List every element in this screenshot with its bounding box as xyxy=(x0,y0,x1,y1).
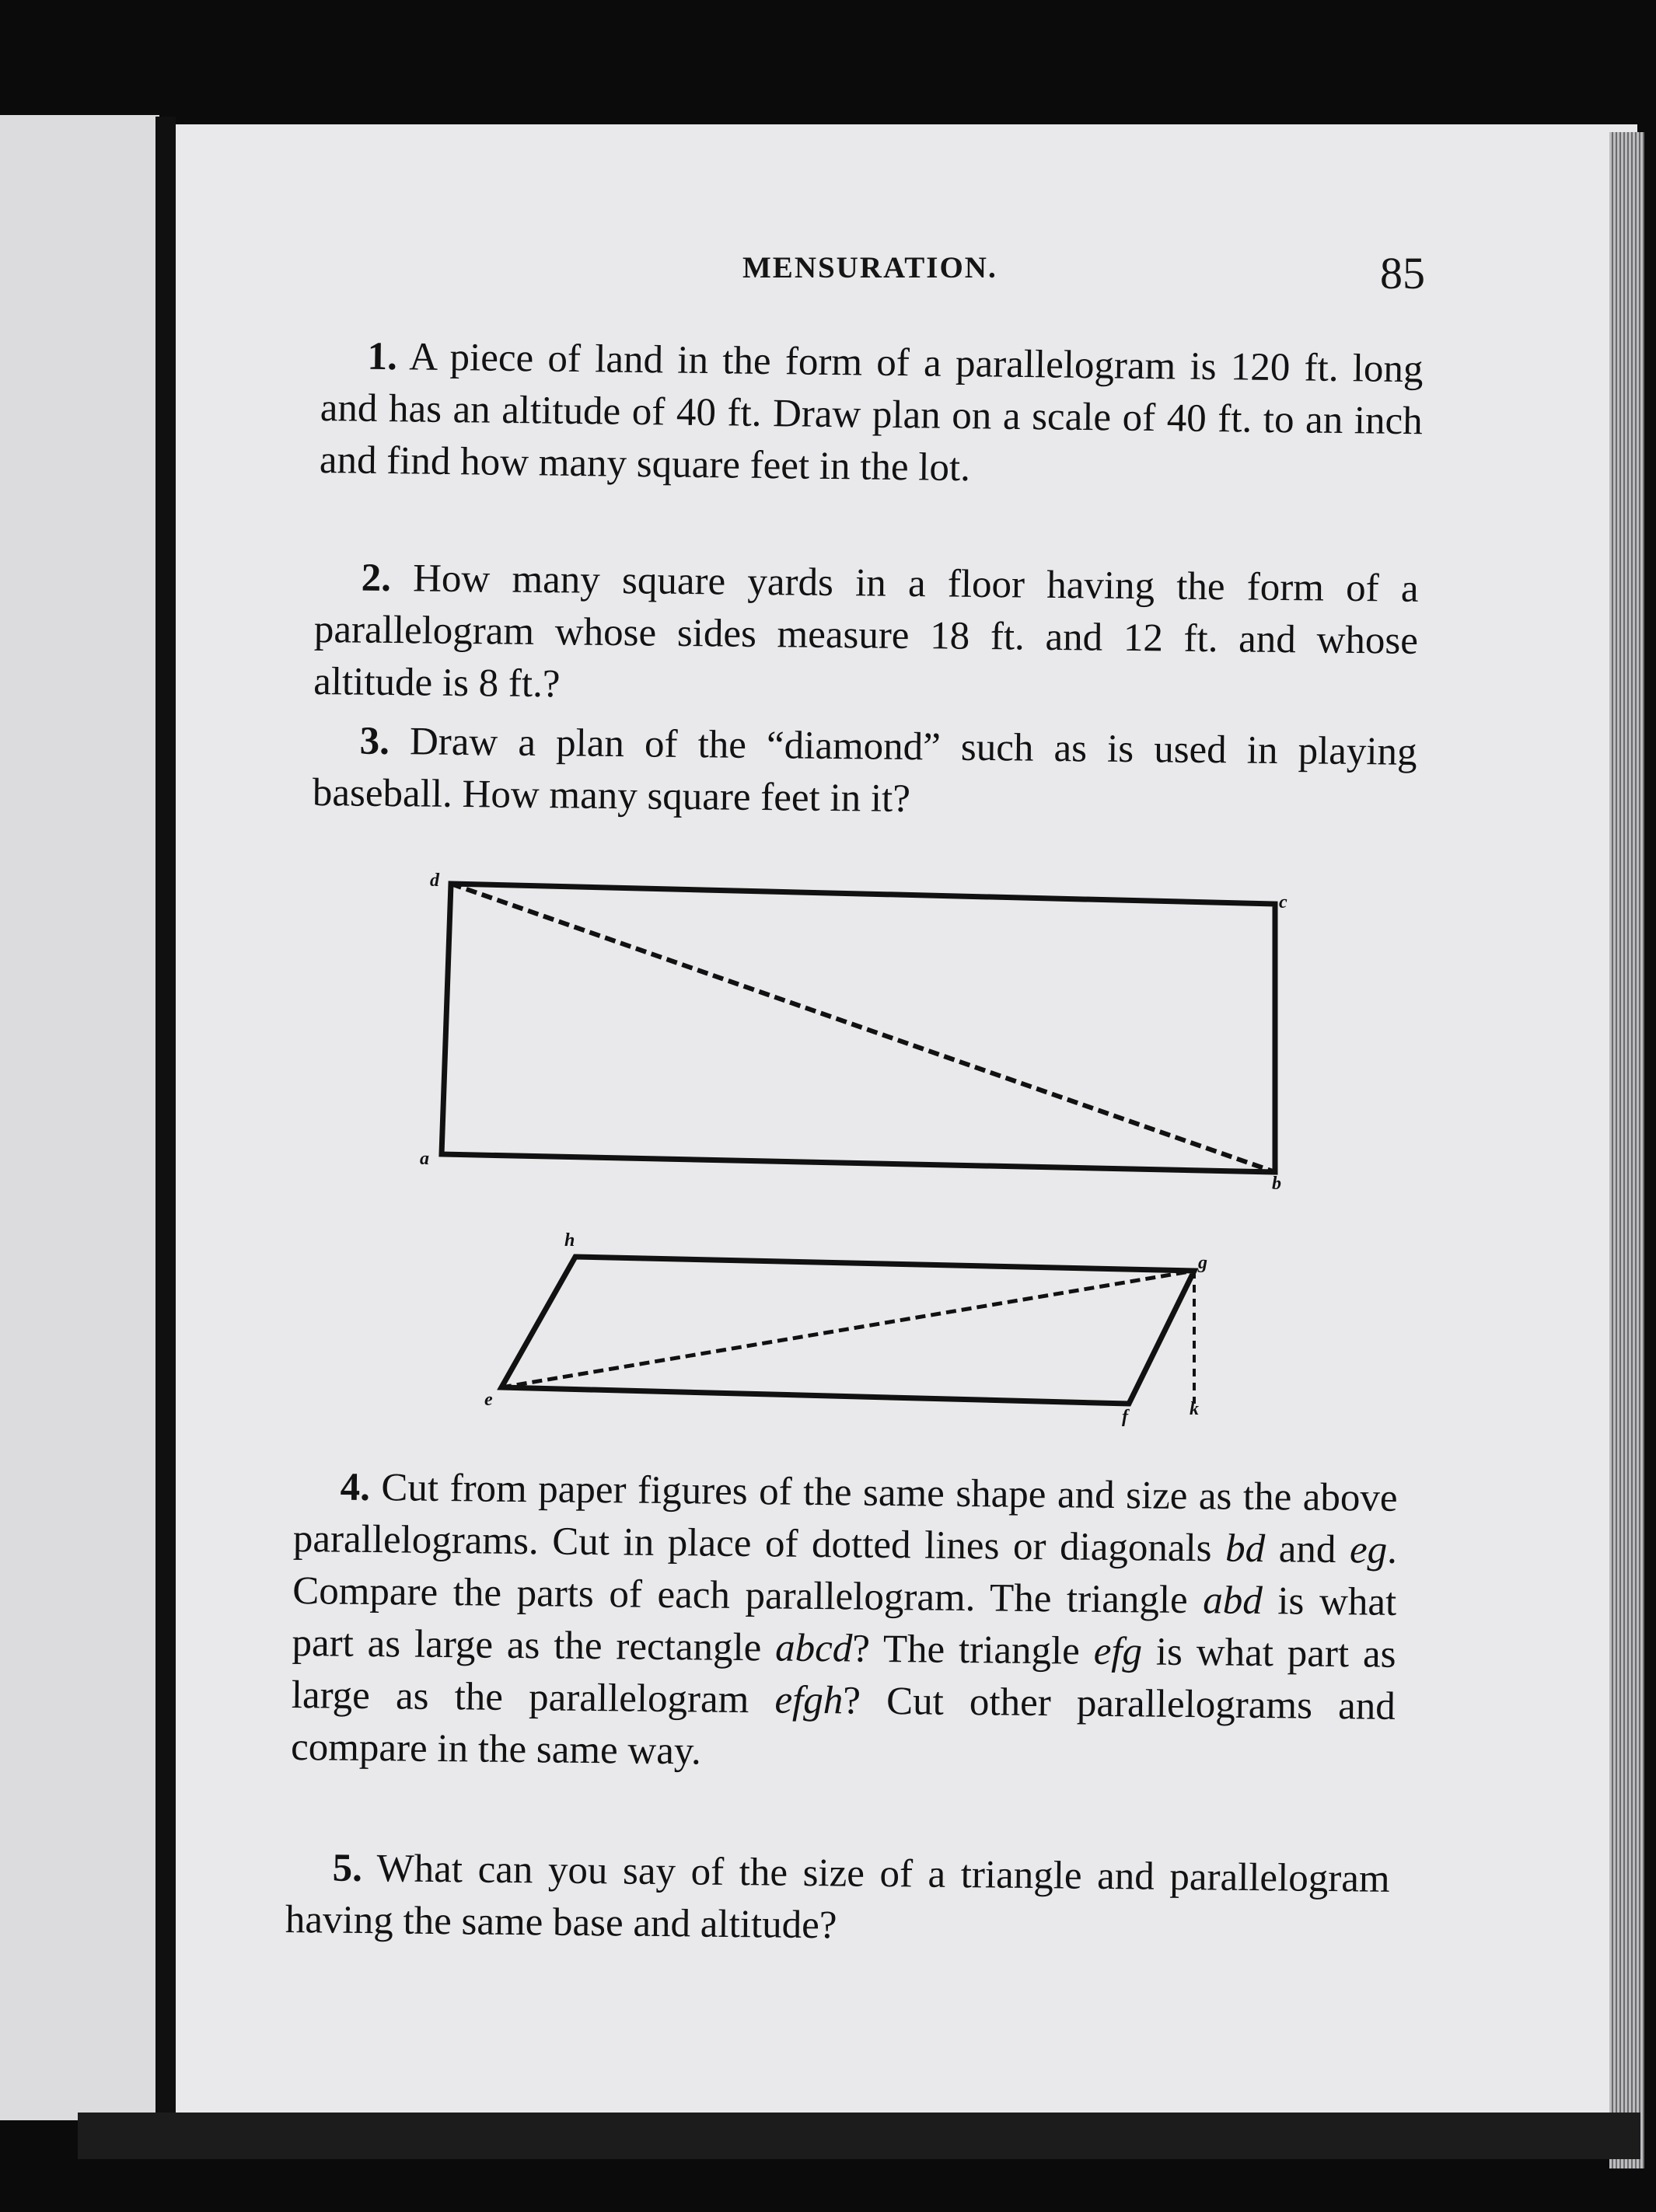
problem-text-segment: ? The triangle xyxy=(852,1627,1095,1673)
label-f: f xyxy=(1122,1407,1128,1427)
page-stack-edge xyxy=(1609,132,1644,2168)
diagonal-label-bd: bd xyxy=(1225,1526,1266,1572)
problem-text-segment: and xyxy=(1264,1527,1350,1572)
label-e: e xyxy=(484,1390,493,1410)
running-head: MENSURATION. xyxy=(742,251,997,284)
page-number: 85 xyxy=(1380,248,1425,298)
problem-text-segment: . Compare the parts of each parallelogram. The triangle xyxy=(292,1528,1398,1623)
problem-number: 3. xyxy=(359,719,390,764)
label-d: d xyxy=(430,870,439,891)
problem-text: A piece of land in the form of a parallelogram is 120 ft. long and has an altitude of 40 ft. Draw plan on a scale of 40 ft. to an inch and find how many square feet in the lot. xyxy=(319,335,1424,490)
problem-text: What can you say of the size of a triangle and parallelogram having the same base and altitude? xyxy=(285,1847,1390,1948)
problem-5 xyxy=(285,1842,1390,1958)
label-a: a xyxy=(420,1149,429,1169)
problem-text-segment: is what part as large as the rectangle xyxy=(292,1579,1397,1670)
rectangle-label-abcd: abcd xyxy=(774,1626,853,1671)
problem-2 xyxy=(313,552,1419,720)
problem-text-segment: ? Cut other parallelograms and compare in the same way. xyxy=(290,1679,1396,1774)
diagonal-label-eg: eg xyxy=(1349,1528,1388,1572)
problem-text: How many square yards in a floor having the form of a parallelogram whose sides measure 18 ft. and 12 ft. and whose altitude is 8 ft.? xyxy=(313,556,1419,707)
problem-text: Draw a plan of the “diamond” such as is used in playing baseball. How many square feet in it? xyxy=(312,720,1417,822)
problem-text-segment: is what part as large as the parallelogram xyxy=(291,1630,1396,1722)
problem-number: 5. xyxy=(332,1846,363,1891)
page-bottom-shadow xyxy=(78,2113,1640,2159)
label-g: g xyxy=(1198,1253,1207,1273)
facing-page-edge xyxy=(0,115,159,2120)
problem-number: 1. xyxy=(367,334,398,379)
problem-4 xyxy=(291,1461,1398,1785)
label-h: h xyxy=(564,1230,575,1251)
label-b: b xyxy=(1272,1174,1281,1194)
problem-3 xyxy=(313,715,1417,831)
label-k: k xyxy=(1190,1399,1199,1419)
problem-number: 2. xyxy=(361,556,392,601)
problem-text-segment: Cut from paper figures of the same shape and size as the above parallelograms. Cut in place of dotted lines or diagonals xyxy=(292,1466,1398,1571)
book-spine xyxy=(155,117,176,2122)
parallelogram-label-efgh: efgh xyxy=(774,1678,844,1723)
label-c: c xyxy=(1279,892,1287,912)
problem-1 xyxy=(320,330,1424,500)
problem-number: 4. xyxy=(340,1465,371,1510)
triangle-label-efg: efg xyxy=(1093,1629,1143,1674)
triangle-label-abd: abd xyxy=(1203,1579,1263,1624)
